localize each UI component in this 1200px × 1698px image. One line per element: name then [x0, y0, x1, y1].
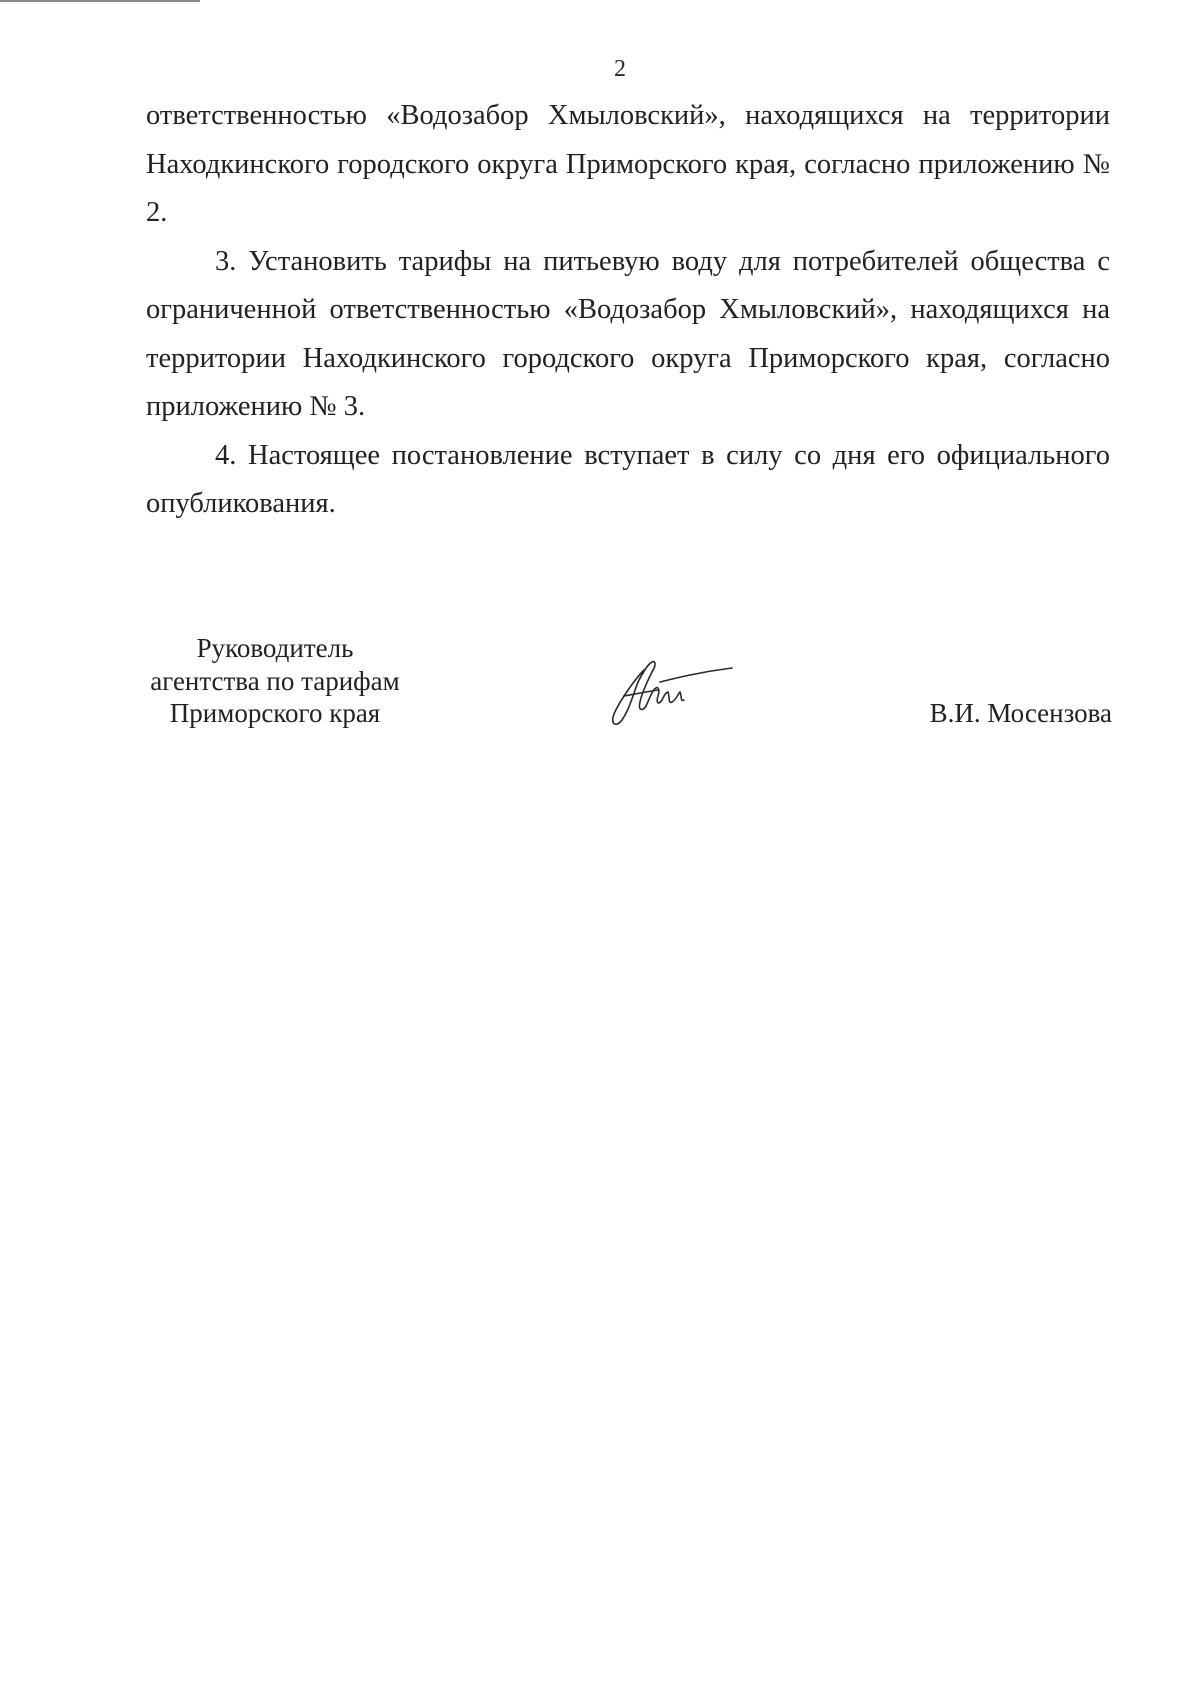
signer-position-line-2: агентства по тарифам: [150, 665, 400, 696]
handwritten-signature-icon: [600, 652, 750, 734]
page-number: 2: [614, 56, 626, 82]
paragraph-item-3: 3. Установить тарифы на питьевую воду для потребителей общества с ограниченной ответственностью «Водозабор Хмыловский», находящихся на территории Находкинского городского округа Приморского края, согласно приложению № 3.: [146, 245, 1110, 422]
signer-position: [140, 632, 410, 730]
signature-block: [0, 0, 1200, 760]
signer-name: В.И. Мосензова: [929, 698, 1112, 728]
signer-position-line-3: Приморского края: [169, 698, 381, 728]
paragraph-continuation: ответственностью «Водозабор Хмыловский», находящихся на территории Находкинского городского округа Приморского края, согласно приложению № 2.: [146, 100, 1110, 228]
signer-position-line-1: Руководитель: [196, 633, 354, 663]
paragraph-item-4: 4. Настоящее постановление вступает в силу со дня его официального опубликования.: [146, 439, 1110, 519]
